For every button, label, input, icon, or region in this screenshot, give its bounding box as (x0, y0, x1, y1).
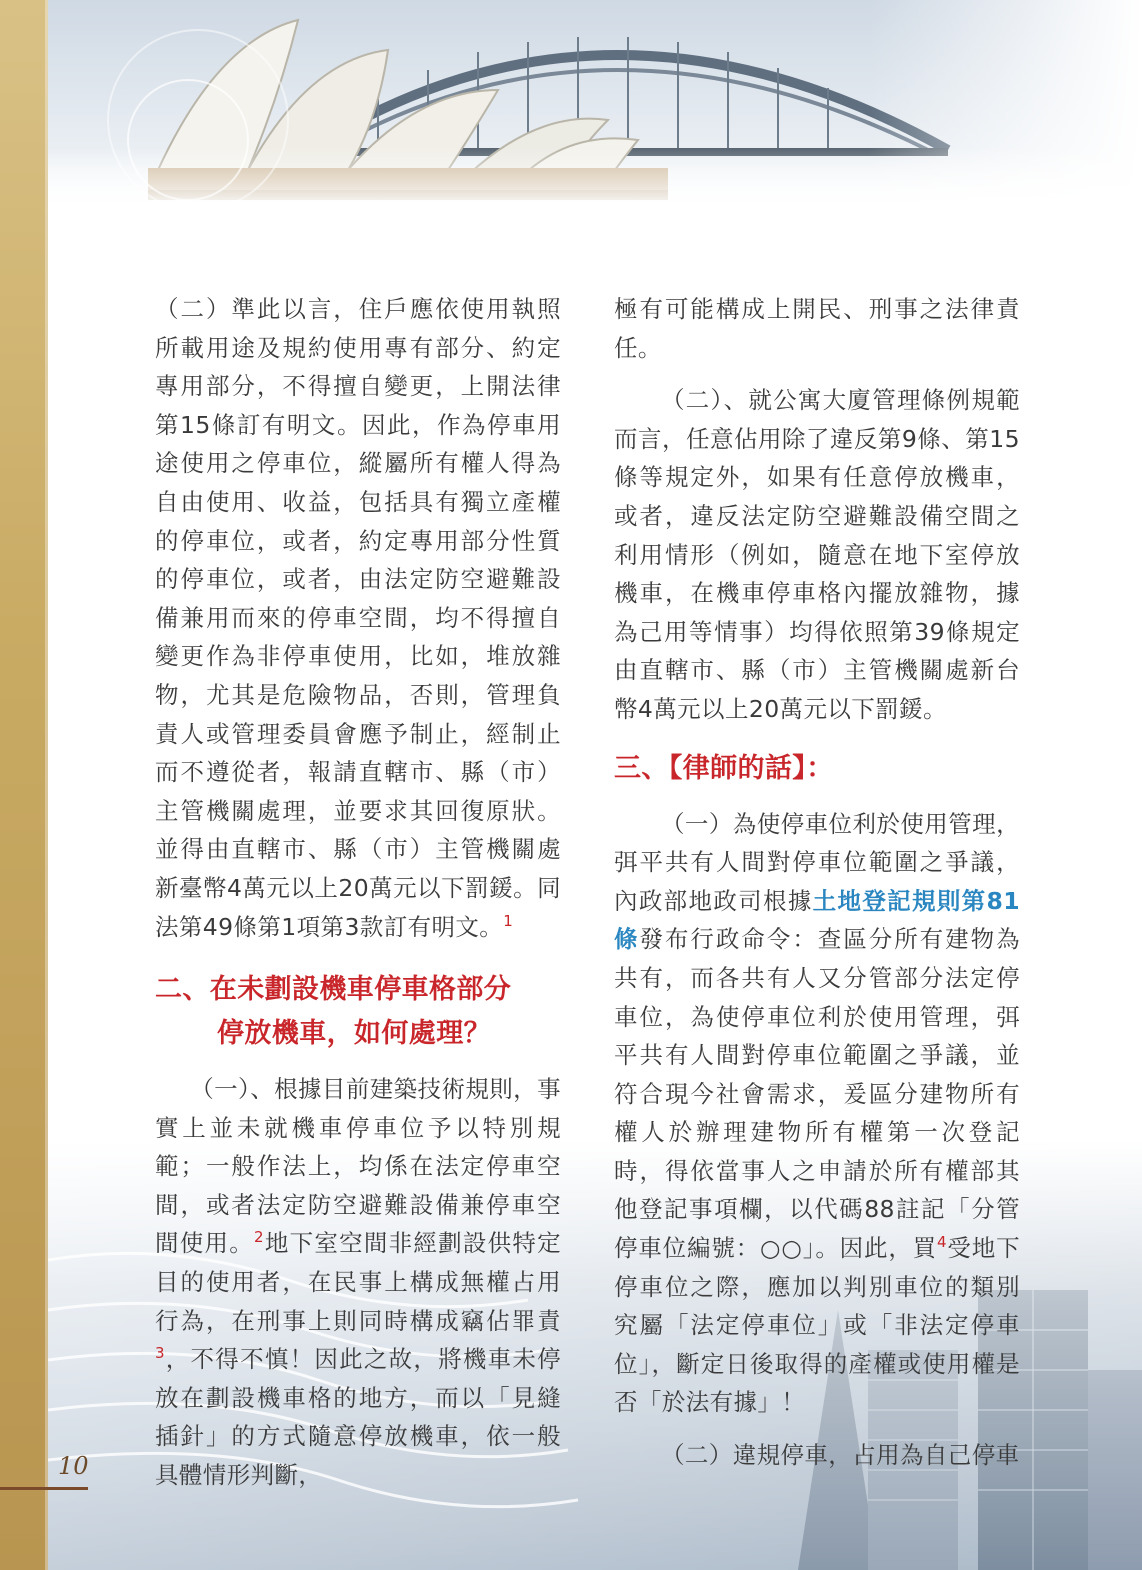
header-photo-opera-house-bridge (48, 0, 1142, 210)
left-paragraph-2-text-a: （一）、根據目前建築技術規則，事實上並未就機車停車位予以特別規範；一般作法上，均係在法定停車空間，或者法定防空避難設備兼停車空間使用。 (155, 1075, 561, 1258)
right-paragraph-1: 極有可能構成上開民、刑事之法律責任。 (614, 295, 1020, 362)
section-heading-2 (155, 968, 561, 1056)
right-paragraph-3-text-c: 受地下停車位之際，應加以判別車位的類別究屬「法定停車位」或「非法定停車位」，斷定日後取得的產權或使用權是否「於法有據」！ (614, 1234, 1020, 1417)
left-paragraph-2-text-b: 地下室空間非經劃設供特定目的使用者，在民事上構成無權占用行為，在刑事上則同時構成竊佔罪責 (155, 1229, 561, 1335)
right-paragraph-3-text-b: 發布行政命令：查區分所有建物為共有，而各共有人又分管部分法定停車位，為使停車位利於使用管理，弭平共有人間對停車位範圍之爭議，並符合現今社會需求，爰區分建物所有權人於辦理建物所有權第一次登記時，得依當事人之申請於所有權部其他登記事項欄，以代碼88註記「分管停車位編號：○○」。因此，買 (614, 925, 1021, 1263)
page-number: 10 (58, 1452, 89, 1480)
left-paragraph-2 (155, 1070, 561, 1495)
right-paragraph-3-text-a: （一）為使停車位利於使用管理，弭平共有人間對停車位範圍之爭議，內政部地政司根據 (614, 809, 1020, 915)
page-number-rule (0, 1487, 88, 1490)
footnote-marker-1[interactable]: 1 (503, 911, 514, 930)
right-paragraph-4: （二）違規停車，占用為自己停車 (661, 1441, 1020, 1470)
left-paragraph-1 (155, 290, 561, 946)
footnote-marker-3[interactable]: 3 (155, 1344, 165, 1363)
section-heading-2-line1: 二、在未劃設機車停車格部分 (155, 974, 512, 1006)
right-paragraph-2: （二）、就公寓大廈管理條例規範而言，任意佔用除了違反第9條、第15條等規定外，如果有任意停放機車，或者，違反法定防空避難設備空間之利用情形（例如，隨意在地下室停放機車，在機車停車格內擺放雜物，據為己用等情事）均得依照第39條規定由直轄市、縣（市）主管機關處新台幣4萬元以上20萬元以下罰鍰。 (614, 386, 1020, 723)
left-text-column (155, 290, 561, 1495)
footnote-marker-4[interactable]: 4 (937, 1233, 947, 1252)
section-heading-3: 三、【律師的話】： (614, 752, 834, 784)
land-registration-rule-link[interactable]: 土地登記規則第81條 (614, 886, 1021, 954)
section-heading-2-line2: 停放機車，如何處理？ (217, 1018, 491, 1050)
left-paragraph-2-text-c: ，不得不慎！因此之故，將機車未停放在劃設機車格的地方，而以「見縫插針」的方式隨意停放機車，依一般具體情形判斷， (155, 1345, 561, 1490)
left-paragraph-1-text: （二）準此以言，住戶應依使用執照所載用途及規約使用專有部分、約定專用部分，不得擅自變更，上開法律第15條訂有明文。因此，作為停車用途使用之停車位，縱屬所有權人得為自由使用、收益，包括具有獨立產權的停車位，或者，約定專用部分性質的停車位，或者，由法定防空避難設備兼用而來的停車空間，均不得擅自變更作為非停車使用，比如，堆放雜物，尤其是危險物品，否則，管理負責人或管理委員會應予制止，經制止而不遵從者，報請直轄市、縣（市）主管機關處理，並要求其回復原狀。並得由直轄市、縣（市）主管機關處新臺幣4萬元以上20萬元以下罰鍰。同法第49條第1項第3款訂有明文。 (155, 295, 561, 941)
right-paragraph-3 (614, 805, 1020, 1423)
gold-side-band (0, 0, 48, 1570)
right-text-column (614, 290, 1020, 1475)
footnote-marker-2[interactable]: 2 (254, 1228, 264, 1247)
opera-house-illustration (48, 0, 1142, 210)
